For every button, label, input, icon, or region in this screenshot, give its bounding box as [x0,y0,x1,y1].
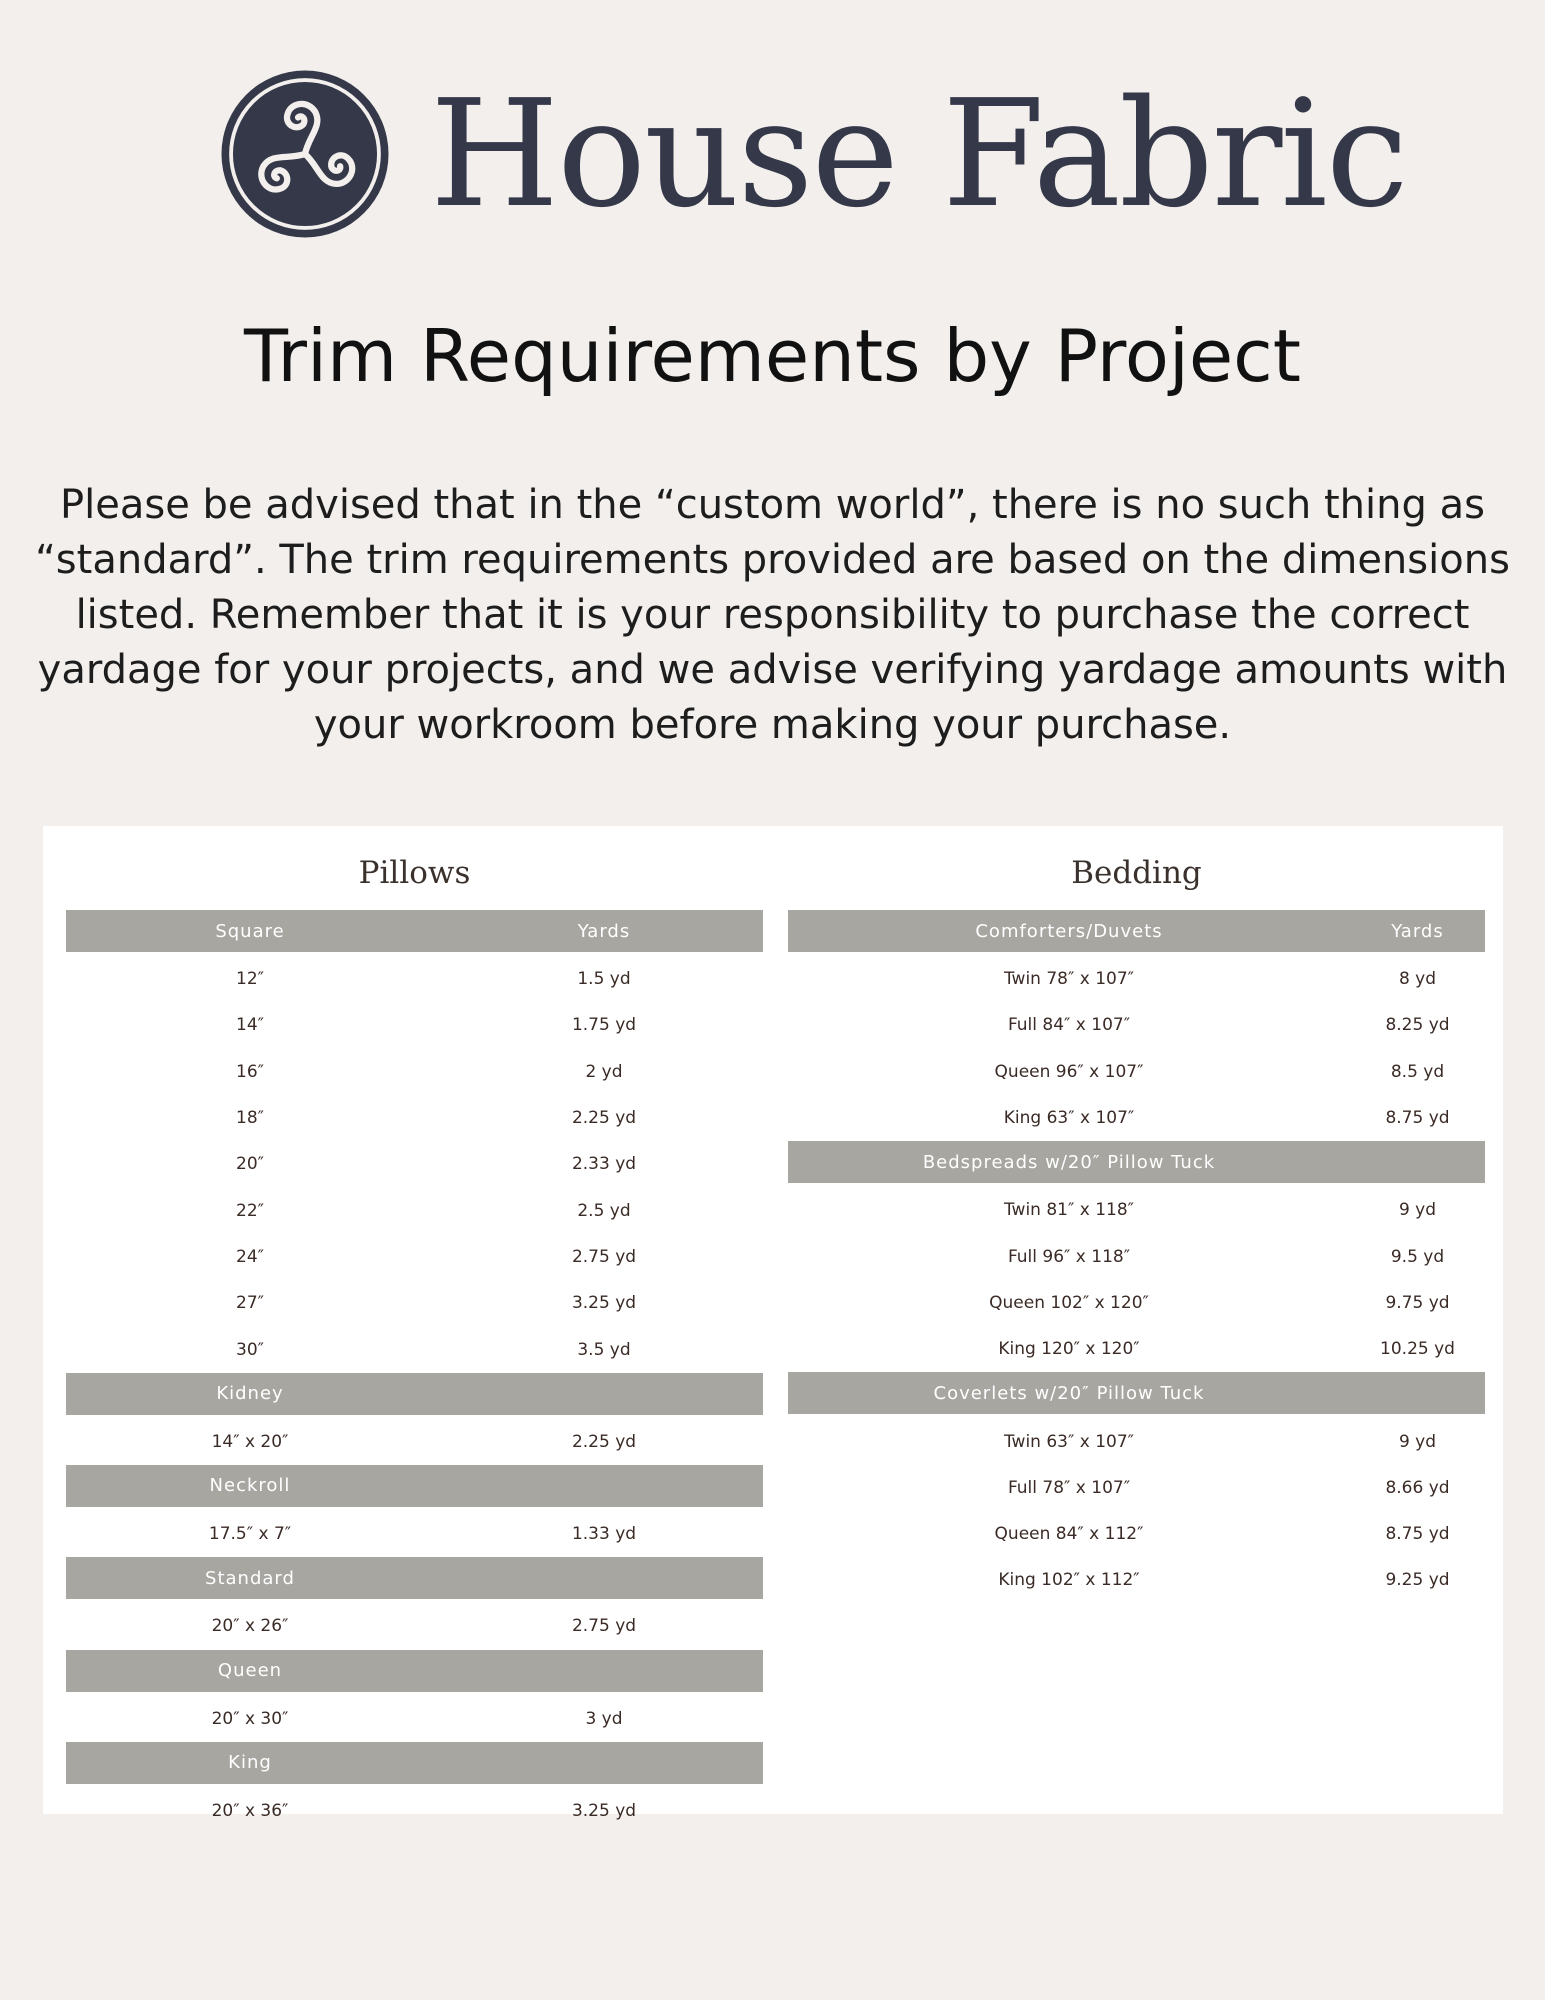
group-label: Standard [205,1567,295,1589]
yards-header: Yards [1391,920,1444,942]
table-row [788,1002,1485,1048]
table-row [788,1233,1485,1279]
pillows-group-queen [66,1650,763,1742]
group-header [788,910,1485,952]
yards-cell: 2.33 yd [571,1154,637,1175]
yards-cell: 10.25 yd [1380,1339,1455,1360]
table-row [66,1696,763,1742]
table-row [66,1280,763,1326]
table-row [66,1603,763,1649]
yards-cell: 8.75 yd [1385,1524,1450,1545]
group-header [66,910,763,952]
group-header [66,1650,763,1692]
yards-cell: 2.75 yd [571,1616,637,1637]
yards-cell: 9.75 yd [1385,1292,1450,1313]
table-row [66,1511,763,1557]
group-label: Square [215,920,285,942]
table-row [788,1418,1485,1464]
yards-cell: 8.75 yd [1385,1108,1450,1129]
group-label: Kidney [216,1383,284,1405]
group-header [66,1557,763,1599]
group-label: Comforters/Duvets [975,920,1163,942]
size-cell: Queen 102″ x 120″ [989,1292,1149,1313]
yards-cell: 2.25 yd [571,1431,637,1452]
group-label: Neckroll [209,1475,291,1497]
size-cell: Full 78″ x 107″ [1007,1477,1131,1498]
group-header [66,1373,763,1415]
table-row [66,1234,763,1280]
size-cell: 17.5″ x 7″ [208,1524,292,1545]
pillows-group-kidney [66,1373,763,1465]
group-label: Bedspreads w/20″ Pillow Tuck [922,1151,1216,1173]
table-row [66,1187,763,1233]
size-cell: Twin 81″ x 118″ [1003,1200,1135,1221]
table-row [66,1002,763,1048]
table-row [788,1280,1485,1326]
size-cell: King 102″ x 112″ [998,1570,1140,1591]
bedding-group-coverlets [788,1372,1485,1603]
group-header [66,1465,763,1507]
yards-header: Yards [577,920,631,942]
pillows-group-neckroll [66,1465,763,1557]
yards-cell: 3 yd [585,1708,623,1729]
yards-cell: 2.5 yd [577,1200,631,1221]
yards-cell: 1.5 yd [577,969,631,990]
size-cell: 14″ [236,1015,264,1036]
table-row [66,1326,763,1372]
table-row [788,1049,1485,1095]
table-row [66,1049,763,1095]
table-row [788,1465,1485,1511]
table-row [66,956,763,1002]
table-row [66,1788,763,1834]
size-cell: Full 84″ x 107″ [1007,1015,1131,1036]
group-header [66,1742,763,1784]
table-row [66,1141,763,1187]
table-row [788,1187,1485,1233]
size-cell: 27″ [236,1293,264,1314]
table-row [788,1511,1485,1557]
group-header [788,1141,1485,1183]
yards-cell: 1.75 yd [571,1015,637,1036]
size-cell: 30″ [236,1339,264,1360]
yards-cell: 2 yd [585,1061,623,1082]
pillows-title: Pillows [358,855,471,891]
size-cell: King 120″ x 120″ [998,1339,1140,1360]
size-cell: Queen 96″ x 107″ [994,1061,1144,1082]
disclaimer-text: Please be advised that in the “custom world”, there is no such thing as “standard”. The trim requirements provided are based on the dimensions listed. Remember that it is your responsibility to purchase the correct yardage for your projects, and we advise verifying yardage amounts with your workroom before making your purchase. [35,482,1510,748]
size-cell: 20″ [236,1154,264,1175]
pillows-group-king [66,1742,763,1834]
group-label: Coverlets w/20″ Pillow Tuck [933,1382,1205,1404]
yards-cell: 8 yd [1398,969,1437,990]
table-row [66,1419,763,1465]
yards-cell: 3.25 yd [571,1801,637,1821]
yards-cell: 2.75 yd [571,1246,637,1267]
size-cell: 12″ [236,969,264,990]
size-cell: Full 96″ x 118″ [1007,1246,1131,1267]
yards-cell: 3.25 yd [571,1293,637,1314]
yards-cell: 9 yd [1398,1431,1437,1452]
triskelion-icon [218,67,392,241]
brand-name: House Fabric [430,68,1407,240]
yards-cell: 8.5 yd [1390,1061,1445,1082]
yards-cell: 3.5 yd [577,1339,631,1360]
trim-tables-panel [43,826,1503,1821]
table-row [788,1557,1485,1603]
page-title: Trim Requirements by Project [243,314,1301,398]
size-cell: 20″ x 26″ [211,1616,289,1637]
group-label: Queen [217,1660,283,1682]
yards-cell: 9.25 yd [1385,1570,1450,1591]
size-cell: 24″ [236,1246,264,1267]
size-cell: 18″ [236,1108,264,1129]
yards-cell: 1.33 yd [571,1524,637,1545]
bedding-group-bedspreads [788,1141,1485,1372]
yards-cell: 8.66 yd [1385,1477,1450,1498]
yards-cell: 9.5 yd [1390,1246,1445,1267]
table-row [788,956,1485,1002]
bedding-group-comforters [788,910,1485,1141]
size-cell: 20″ x 30″ [211,1708,289,1729]
bedding-title: Bedding [1071,855,1202,891]
size-cell: 22″ [236,1200,264,1221]
yards-cell: 2.25 yd [571,1108,637,1129]
size-cell: Twin 78″ x 107″ [1003,969,1135,990]
size-cell: Twin 63″ x 107″ [1003,1431,1135,1452]
table-row [788,1326,1485,1372]
table-row [788,1095,1485,1141]
size-cell: 14″ x 20″ [211,1431,289,1452]
size-cell: 20″ x 36″ [211,1801,289,1821]
yards-cell: 9 yd [1398,1200,1437,1221]
bedding-table [788,826,1485,1604]
table-row [66,1095,763,1141]
size-cell: Queen 84″ x 112″ [994,1524,1144,1545]
group-header [788,1372,1485,1414]
pillows-group-square [66,910,763,1373]
yards-cell: 8.25 yd [1385,1015,1450,1036]
brand-logo [218,66,1407,242]
size-cell: 16″ [236,1061,264,1082]
size-cell: King 63″ x 107″ [1003,1108,1135,1129]
pillows-group-standard [66,1557,763,1649]
pillows-table [66,826,763,1834]
group-label: King [228,1752,272,1774]
